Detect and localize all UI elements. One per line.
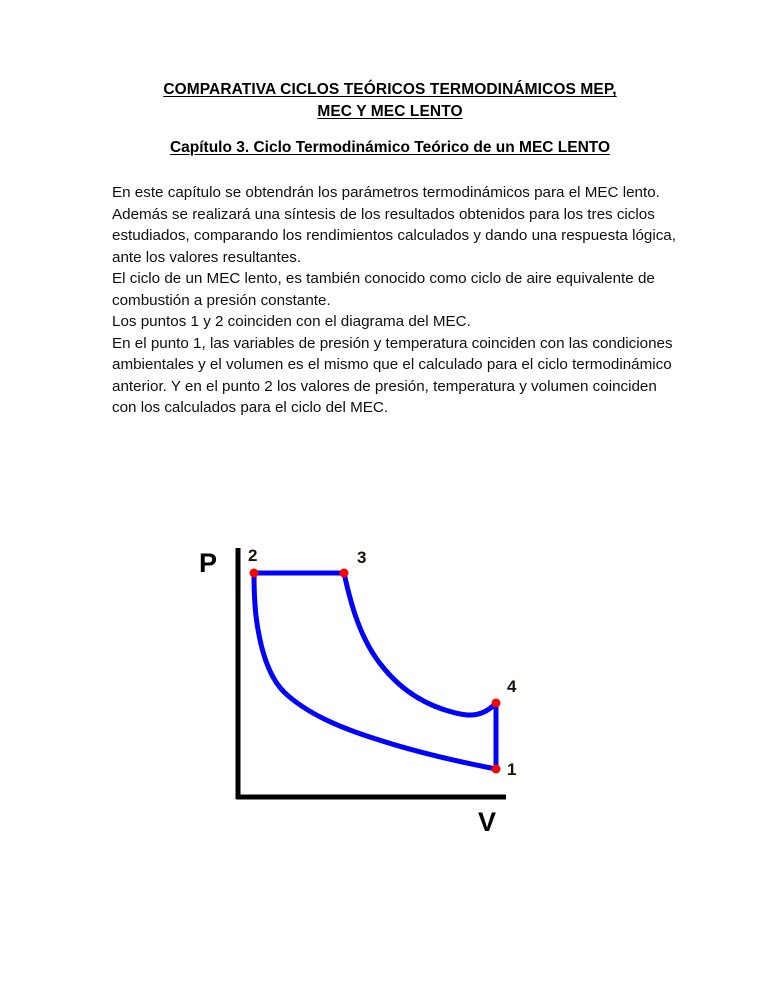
- state-point-3-label: 3: [357, 548, 367, 567]
- state-point-1-marker: [492, 765, 501, 774]
- state-point-4-marker: [492, 699, 501, 708]
- document-title-line-1: COMPARATIVA CICLOS TEÓRICOS TERMODINÁMICOS MEP,: [163, 81, 617, 98]
- state-point-1-label: 1: [507, 760, 517, 779]
- body-text: [112, 182, 678, 419]
- process-1-2-adiabatic-compression: [254, 573, 496, 769]
- pv-diagram-figure: [180, 528, 540, 848]
- state-point-2-marker: [250, 569, 259, 578]
- paragraph-4: En el punto 1, las variables de presión y temperatura coinciden con las condiciones ambientales y el volumen es el mismo que el calculado para el ciclo termodinámico anterior. Y en el punto 2 los valores de presión, temperatura y volumen coinciden con los calculados para el ciclo del MEC.: [112, 334, 673, 416]
- x-axis-label: V: [478, 807, 497, 837]
- chapter-heading-text: Capítulo 3. Ciclo Termodinámico Teórico de un MEC LENTO: [169, 139, 611, 156]
- document-title: [112, 79, 668, 123]
- state-point-3-marker: [340, 569, 349, 578]
- state-point-4-label: 4: [507, 677, 517, 696]
- state-point-2-label: 2: [248, 546, 258, 565]
- paragraph-1: En este capítulo se obtendrán los parámetros termodinámicos para el MEC lento. Además se realizará una síntesis de los resultados obtenidos para los tres ciclos estudiados, comparando los rendimientos calculados y dando una respuesta lógica, ante los valores resultantes.: [112, 184, 676, 266]
- paragraph-3: Los puntos 1 y 2 coinciden con el diagrama del MEC.: [112, 313, 471, 330]
- document-title-line-2: MEC Y MEC LENTO: [317, 103, 463, 120]
- process-3-4-adiabatic-expansion: [344, 573, 496, 715]
- chapter-heading: [112, 137, 668, 159]
- y-axis-label: P: [199, 548, 218, 578]
- paragraph-2: El ciclo de un MEC lento, es también conocido como ciclo de aire equivalente de combustión a presión constante.: [112, 270, 655, 309]
